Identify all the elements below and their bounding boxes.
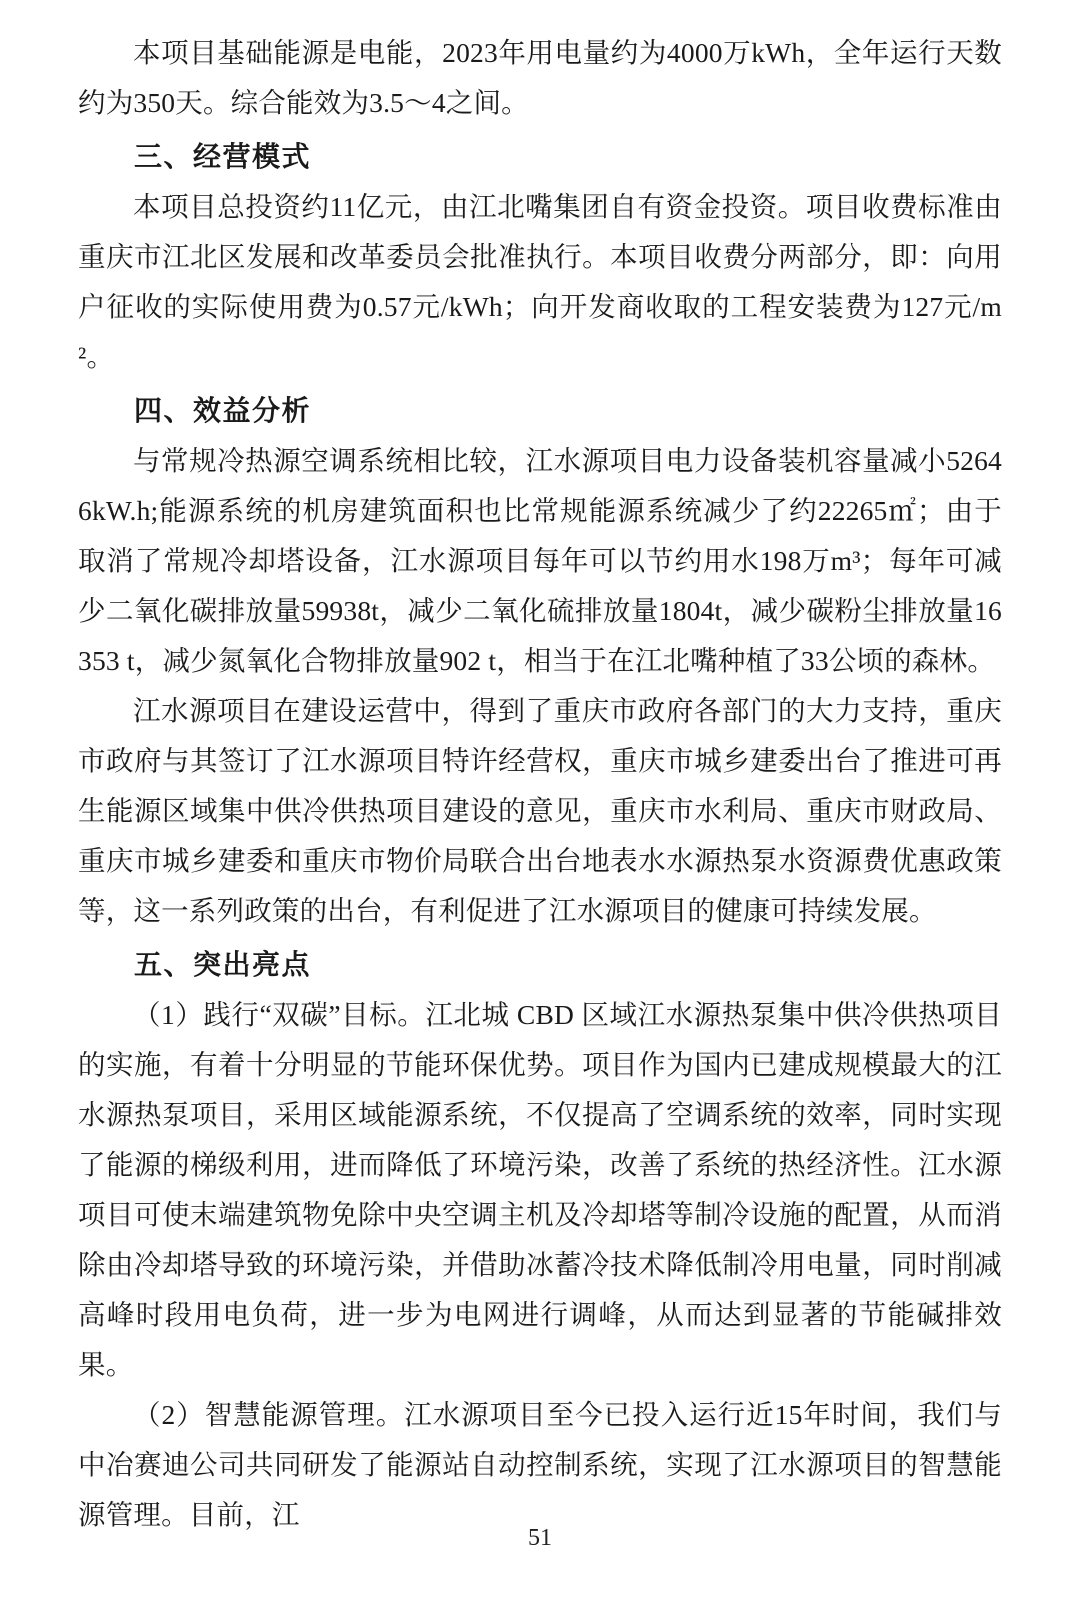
section-heading-highlights: 五、突出亮点 — [134, 949, 312, 980]
paragraph-benefit-comparison: 与常规冷热源空调系统相比较，江水源项目电力设备装机容量减小52646kW.h;能源系统的机房建筑面积也比常规能源系统减少了约22265㎡；由于取消了常规冷却塔设备，江水源项目每年可以节约用水198万m³；每年可减少二氧化碳排放量59938t，减少二氧化硫排放量1804t，减少碳粉尘排放量16353 t，减少氮氧化合物排放量902 t，相当于在江北嘴种植了33公顷的森林。 — [78, 445, 1002, 676]
paragraph-investment-fees: 本项目总投资约11亿元，由江北嘴集团自有资金投资。项目收费标准由重庆市江北区发展和改革委员会批准执行。本项目收费分两部分，即：向用户征收的实际使用费为0.57元/kWh；向开发商收取的工程安装费为127元/m²。 — [78, 191, 1002, 372]
paragraph-highlight-smart-energy: （2）智慧能源管理。江水源项目至今已投入运行近15年时间，我们与中冶赛迪公司共同研发了能源站自动控制系统，实现了江水源项目的智慧能源管理。目前，江 — [78, 1399, 1002, 1530]
paragraph-energy-basis: 本项目基础能源是电能，2023年用电量约为4000万kWh，全年运行天数约为350天。综合能效为3.5～4之间。 — [78, 37, 1002, 118]
page-number: 51 — [528, 1525, 552, 1551]
paragraph-highlight-dual-carbon: （1）践行“双碳”目标。江北城 CBD 区域江水源热泵集中供冷供热项目的实施，有着十分明显的节能环保优势。项目作为国内已建成规模最大的江水源热泵项目，采用区域能源系统，不仅提高了空调系统的效率，同时实现了能源的梯级利用，进而降低了环境污染，改善了系统的热经济性。江水源项目可使末端建筑物免除中央空调主机及冷却塔等制冷设施的配置，从而消除由冷却塔导致的环境污染，并借助冰蓄冷技术降低制冷用电量，同时削减高峰时段用电负荷，进一步为电网进行调峰，从而达到显著的节能碱排效果。 — [78, 999, 1002, 1380]
section-heading-benefit-analysis: 四、效益分析 — [134, 395, 312, 426]
paragraph-government-support: 江水源项目在建设运营中，得到了重庆市政府各部门的大力支持，重庆市政府与其签订了江水源项目特许经营权，重庆市城乡建委出台了推进可再生能源区域集中供冷供热项目建设的意见，重庆市水利局、重庆市财政局、重庆市城乡建委和重庆市物价局联合出台地表水水源热泵水资源费优惠政策等，这一系列政策的出台，有利促进了江水源项目的健康可持续发展。 — [78, 695, 1002, 926]
section-heading-business-model: 三、经营模式 — [134, 141, 312, 172]
